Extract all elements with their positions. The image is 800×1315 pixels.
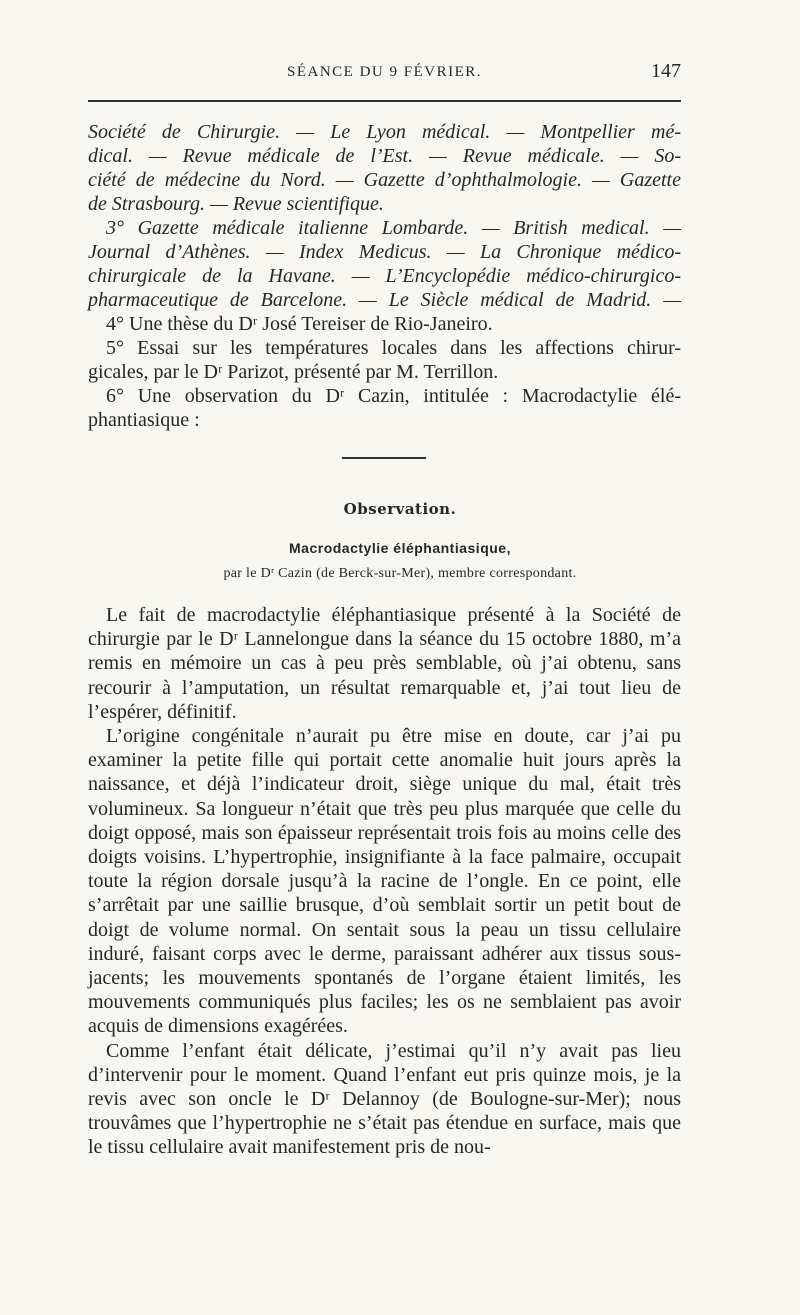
header-rule [88,100,681,102]
text-line: phantiasique : [88,409,200,431]
text-line: gicales, par le Dʳ Parizot, présenté par M. Terrillon. [88,361,499,383]
running-title: SÉANCE DU 9 FÉVRIER. [286,64,482,80]
section-subtitle: Macrodactylie éléphantiasique, [289,540,511,556]
text-line: dical. — Revue médicale de l’Est. — Revue médicale. — So- [88,145,681,167]
text-line: 3° Gazette médicale italienne Lombarde. — British medical. — [106,217,681,239]
paragraph: Comme l’enfant était délicate, j’estimai qu’il n’y avait pas lieu d’intervenir pour le moment. Quand l’enfant eut pris quinze mois, je la revis avec son oncle le Dʳ Delannoy (de Boulogne-sur-Mer); nous trouvâmes que l’hypertrophie ne s’était pas étendue en surface, mais que le tissu cellulaire avait manifestement pris de nou- [88,1039,681,1159]
observation-body [88,603,681,1160]
section-separator [342,457,426,459]
text-line: ciété de médecine du Nord. — Gazette d’ophthalmologie. — Gazette [88,169,681,191]
paragraph: L’origine congénitale n’aurait pu être mise en doute, car j’ai pu examiner la petite fille qui portait cette anomalie huit jours après la naissance, et déjà l’indicateur droit, siège unique du mal, était très volumineux. Sa longueur n’était que très peu plus marquée que celle du doigt opposé, mais son épaisseur représentait trois fois au moins celle des doigts voisins. L’hypertrophie, insignifiante à la face palmaire, occupait toute la région dorsale jusqu’à la racine de l’ongle. En ce point, elle s’arrêtait par une saillie brusque, d’où semblait sortir un petit bout de doigt de volume normal. On sentait sous la peau un tissu cellulaire induré, faisant corps avec le derme, paraissant adhérer aux tissus sous-jacents; les mouvements spontanés de l’organe étaient limités, les mouvements communiqués plus faciles; les os ne semblaient pas avoir acquis de dimensions exagérées. [88,725,681,1038]
paragraph: Le fait de macrodactylie éléphantiasique présenté à la Société de chirurgie par le Dʳ Lannelongue dans la séance du 15 octobre 1880, m’a remis en mémoire un cas à peu près semblable, où j’ai obtenu, sans recourir à l’amputation, un résultat remarquable et, j’ai tout lieu de l’espérer, définitif. [88,604,681,723]
text-line: pharmaceutique de Barcelone. — Le Siècle médical de Madrid. — [88,289,681,311]
text-line: Société de Chirurgie. — Le Lyon médical. — Montpellier mé- [88,121,681,143]
journal-list [88,120,681,432]
text-line: Journal d’Athènes. — Index Medicus. — La Chronique médico- [88,241,681,263]
text-line: de Strasbourg. — Revue scientifique. [88,193,384,215]
author-byline: par le Dʳ Cazin (de Berck-sur-Mer), membre correspondant. [223,566,577,581]
text-line: chirurgicale de la Havane. — L’Encyclopédie médico-chirurgico- [88,265,681,287]
text-line: 6° Une observation du Dʳ Cazin, intitulée : Macrodactylie élé- [106,385,681,407]
text-line: 5° Essai sur les températures locales dans les affections chirur- [106,337,681,359]
section-title: Observation. [343,500,457,518]
page-number: 147 [651,60,681,82]
running-header [88,60,681,90]
text-line: 4° Une thèse du Dʳ José Tereiser de Rio-Janeiro. [106,313,493,335]
